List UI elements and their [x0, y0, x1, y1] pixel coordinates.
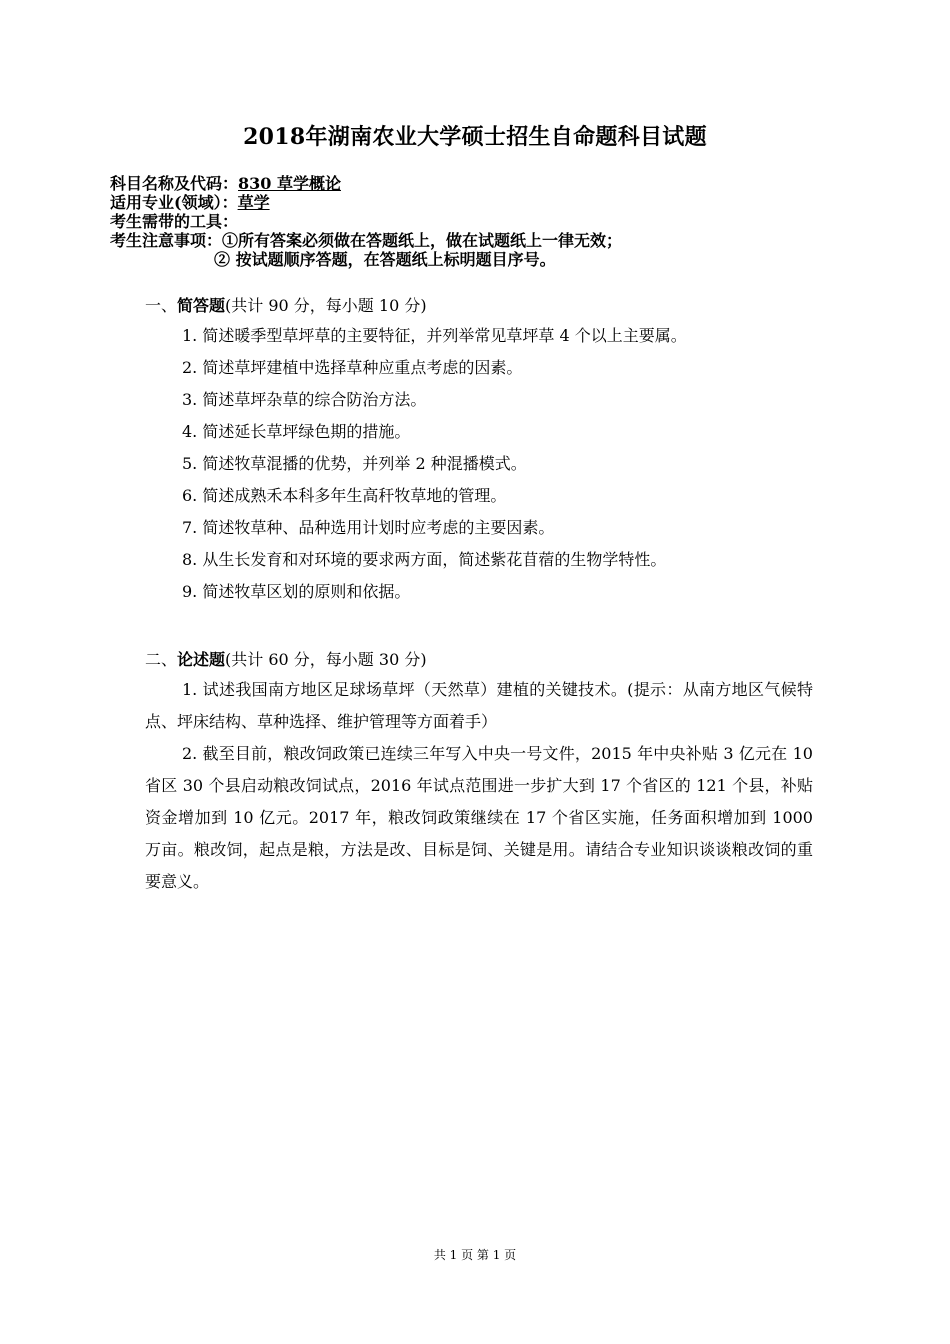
notice-2: ② 按试题顺序答题，在答题纸上标明题目序号。 [214, 250, 556, 269]
question-item: 8. 从生长发育和对环境的要求两方面，简述紫花苜蓿的生物学特性。 [182, 550, 667, 569]
subject-value: 830 草学概论 [238, 174, 341, 193]
notice-1: ①所有答案必须做在答题纸上，做在试题纸上一律无效； [222, 231, 623, 250]
notice-label: 考生注意事项： [110, 231, 223, 250]
section-prefix: 二、 [145, 650, 178, 669]
section-essay [145, 648, 813, 898]
question-item: 6. 简述成熟禾本科多年生高秆牧草地的管理。 [182, 486, 507, 505]
section-short-answer [145, 294, 813, 608]
subject-line [110, 174, 830, 193]
subject-label: 科目名称及代码： [110, 174, 239, 193]
question-item: 1. 简述暖季型草坪草的主要特征，并列举常见草坪草 4 个以上主要属。 [182, 326, 687, 345]
section-score: (共计 60 分，每小题 30 分) [225, 650, 427, 669]
section-name: 简答题 [177, 296, 226, 315]
section-heading [145, 648, 813, 672]
exam-info [110, 174, 830, 269]
question-item: 2. 简述草坪建植中选择草种应重点考虑的因素。 [182, 358, 523, 377]
page-title: 2018年湖南农业大学硕士招生自命题科目试题 [243, 124, 707, 150]
page-footer: 共 1 页 第 1 页 [433, 1248, 517, 1262]
tools-label: 考生需带的工具： [110, 212, 239, 231]
question-item: 5. 简述牧草混播的优势，并列举 2 种混播模式。 [182, 454, 527, 473]
essay-question: 2. 截至目前，粮改饲政策已连续三年写入中央一号文件，2015 年中央补贴 3 亿元在 10 省区 30 个县启动粮改饲试点，2016 年试点范围进一步扩大到 17 个省区的 121 个县，补贴资金增加到 10 亿元。2017 年，粮改饲政策继续在 17 个省区实施，任务面积增加到 1000 万亩。粮改饲，起点是粮，方法是改、目标是饲、关键是用。请结合专业知识谈谈粮改饲的重要意义。 [145, 744, 813, 891]
tools-line [110, 212, 830, 231]
question-item: 4. 简述延长草坪绿色期的措施。 [182, 422, 411, 441]
section-score: (共计 90 分，每小题 10 分) [225, 296, 427, 315]
section-heading [145, 294, 813, 318]
major-label: 适用专业(领域）： [110, 193, 238, 212]
major-value: 草学 [237, 193, 270, 212]
essay-question: 1. 试述我国南方地区足球场草坪（天然草）建植的关键技术。(提示：从南方地区气候特点、坪床结构、草种选择、维护管理等方面着手） [145, 680, 813, 731]
section-prefix: 一、 [145, 296, 178, 315]
notice-line [110, 231, 830, 250]
question-item: 9. 简述牧草区划的原则和依据。 [182, 582, 411, 601]
question-item: 3. 简述草坪杂草的综合防治方法。 [182, 390, 427, 409]
major-line [110, 193, 830, 212]
notice-line-2 [110, 250, 830, 269]
section-name: 论述题 [177, 650, 226, 669]
question-item: 7. 简述牧草种、品种选用计划时应考虑的主要因素。 [182, 518, 555, 537]
